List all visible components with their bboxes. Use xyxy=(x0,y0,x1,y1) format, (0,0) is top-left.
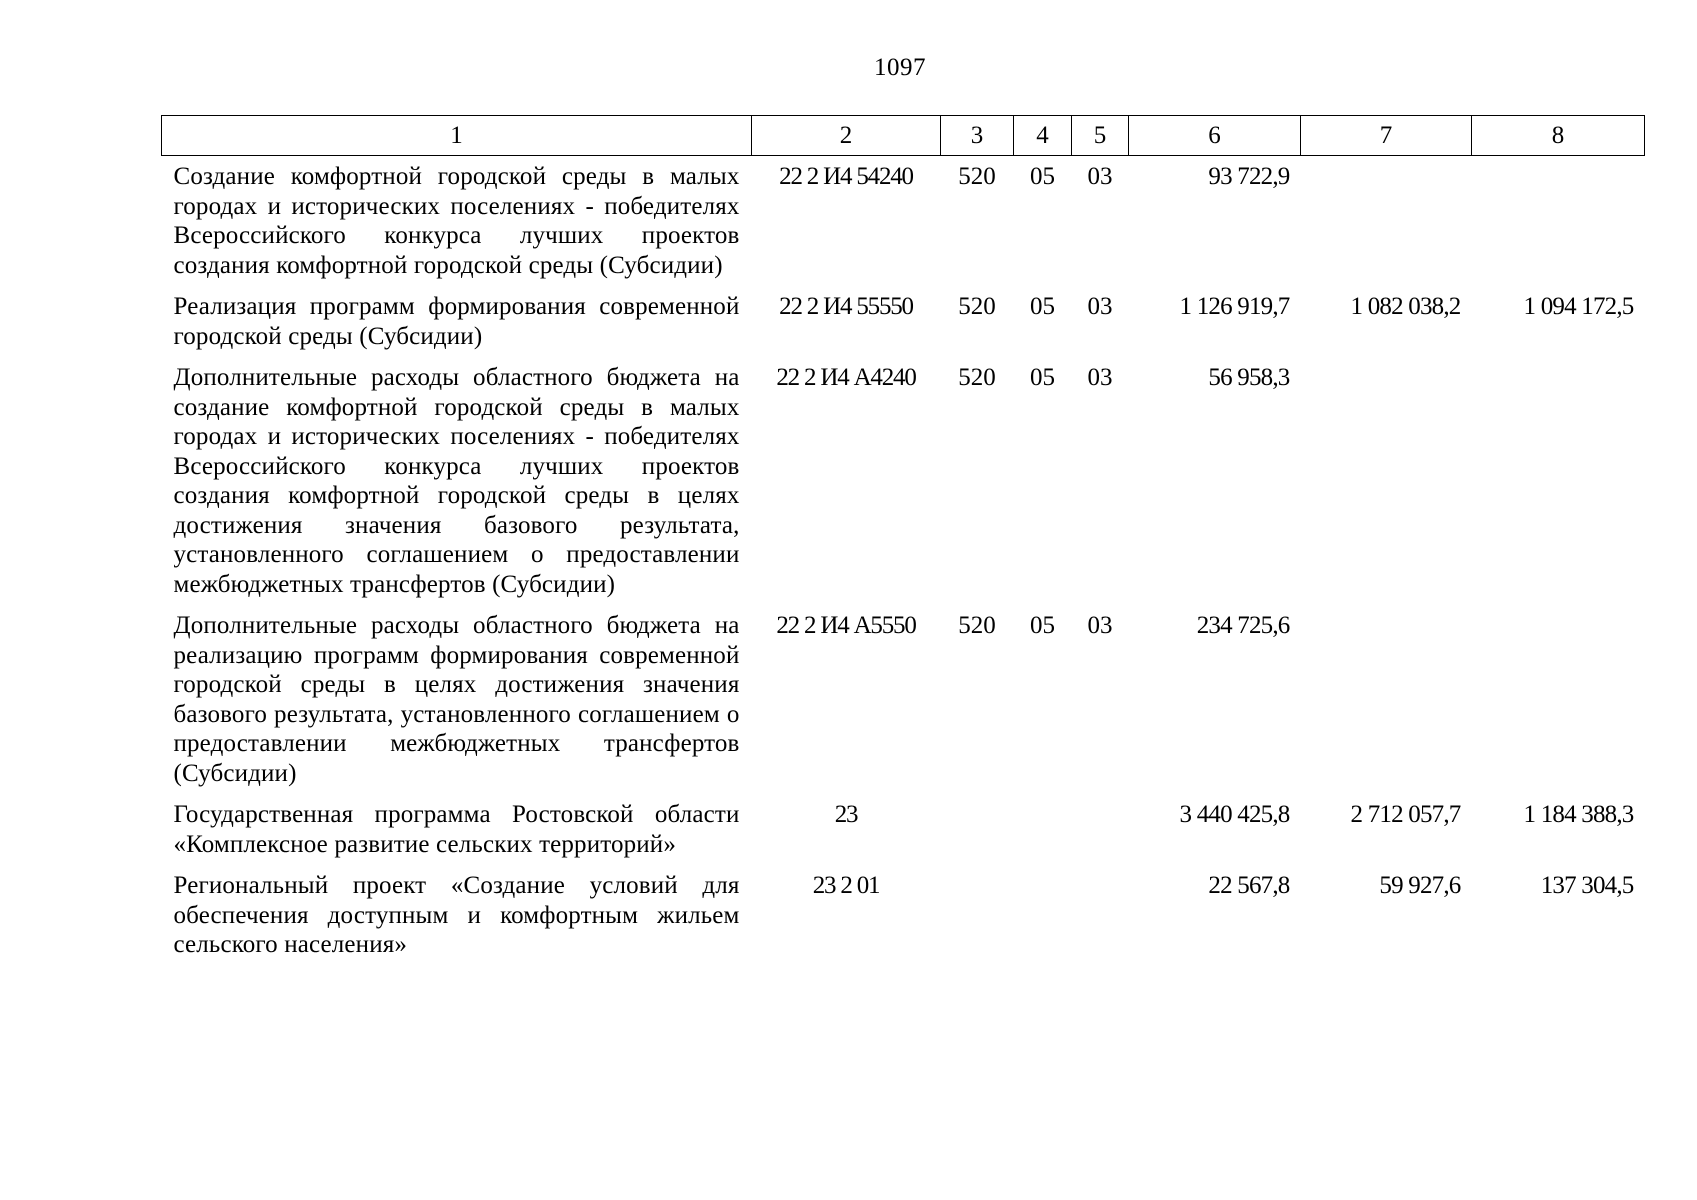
row-col-7 xyxy=(1301,357,1472,605)
row-description: Государственная программа Ростовской области «Комплексное развитие сельских территорий» xyxy=(173,801,740,858)
row-col-3: 520 xyxy=(958,163,996,190)
row-col-5 xyxy=(1072,865,1129,966)
row-col-4: 05 xyxy=(1030,293,1055,320)
column-header-5: 5 xyxy=(1072,116,1129,156)
row-col-6: 1 126 919,7 xyxy=(1179,293,1290,320)
table-row xyxy=(162,286,1645,357)
row-col-3: 520 xyxy=(958,364,996,391)
row-col-3: 520 xyxy=(958,293,996,320)
column-header-3: 3 xyxy=(941,116,1014,156)
row-col-5: 03 xyxy=(1087,293,1113,320)
row-col-8: 137 304,5 xyxy=(1540,872,1634,899)
page-number: 1097 xyxy=(874,54,926,81)
table-row xyxy=(162,357,1645,605)
table-row xyxy=(162,156,1645,287)
row-col-7: 1 082 038,2 xyxy=(1350,293,1461,320)
row-description: Дополнительные расходы областного бюджета на реализацию программ формирования современной городской среды в целях достижения значения базового результата, установленного соглашением о предоставлении межбюджетных трансфертов (Субсидии) xyxy=(173,612,740,787)
row-col-3: 520 xyxy=(958,612,996,639)
row-col-7 xyxy=(1301,156,1472,287)
row-col-6: 234 725,6 xyxy=(1196,612,1290,639)
row-col-5: 03 xyxy=(1087,364,1113,391)
table-row xyxy=(162,865,1645,966)
row-col-7: 2 712 057,7 xyxy=(1350,801,1461,828)
row-col-4 xyxy=(1014,865,1072,966)
row-col-5: 03 xyxy=(1087,612,1113,639)
column-header-2: 2 xyxy=(752,116,941,156)
row-code: 22 2 И4 54240 xyxy=(779,163,913,190)
row-col-6: 56 958,3 xyxy=(1208,364,1290,391)
row-col-4: 05 xyxy=(1030,612,1055,639)
row-col-4 xyxy=(1014,794,1072,865)
row-col-4: 05 xyxy=(1030,364,1055,391)
row-col-6: 93 722,9 xyxy=(1208,163,1290,190)
row-description: Дополнительные расходы областного бюджета на создание комфортной городской среды в малых городах и исторических поселениях - победителях Всероссийского конкурса лучших проектов создания комфортной городской среды в целях достижения значения базового результата, установленного соглашением о предоставлении межбюджетных трансфертов (Субсидии) xyxy=(173,364,740,598)
row-col-5 xyxy=(1072,794,1129,865)
row-col-8 xyxy=(1472,357,1645,605)
column-header-4: 4 xyxy=(1014,116,1072,156)
row-code: 22 2 И4 А4240 xyxy=(776,364,916,391)
column-header-8: 8 xyxy=(1472,116,1645,156)
row-col-7: 59 927,6 xyxy=(1379,872,1461,899)
row-description: Создание комфортной городской среды в малых городах и исторических поселениях - победителях Всероссийского конкурса лучших проектов создания комфортной городской среды (Субсидии) xyxy=(173,163,740,279)
row-code: 23 xyxy=(834,801,858,828)
row-col-3 xyxy=(941,865,1014,966)
column-header-1: 1 xyxy=(162,116,752,156)
table-row xyxy=(162,605,1645,794)
column-header-6: 6 xyxy=(1129,116,1301,156)
row-description: Реализация программ формирования современной городской среды (Субсидии) xyxy=(173,293,740,350)
row-col-8: 1 184 388,3 xyxy=(1523,801,1634,828)
row-col-7 xyxy=(1301,605,1472,794)
row-col-8 xyxy=(1472,605,1645,794)
row-col-8 xyxy=(1472,156,1645,287)
row-code: 23 2 01 xyxy=(812,872,880,899)
row-col-6: 22 567,8 xyxy=(1208,872,1290,899)
header-row xyxy=(162,116,1645,156)
row-col-4: 05 xyxy=(1030,163,1055,190)
table-row xyxy=(162,794,1645,865)
row-description: Региональный проект «Создание условий для обеспечения доступным и комфортным жильем сельского населения» xyxy=(173,872,740,958)
column-header-7: 7 xyxy=(1301,116,1472,156)
row-col-8: 1 094 172,5 xyxy=(1523,293,1634,320)
row-code: 22 2 И4 А5550 xyxy=(776,612,916,639)
budget-table xyxy=(161,115,1645,966)
row-col-5: 03 xyxy=(1087,163,1113,190)
row-col-3 xyxy=(941,794,1014,865)
row-code: 22 2 И4 55550 xyxy=(779,293,913,320)
row-col-6: 3 440 425,8 xyxy=(1179,801,1290,828)
